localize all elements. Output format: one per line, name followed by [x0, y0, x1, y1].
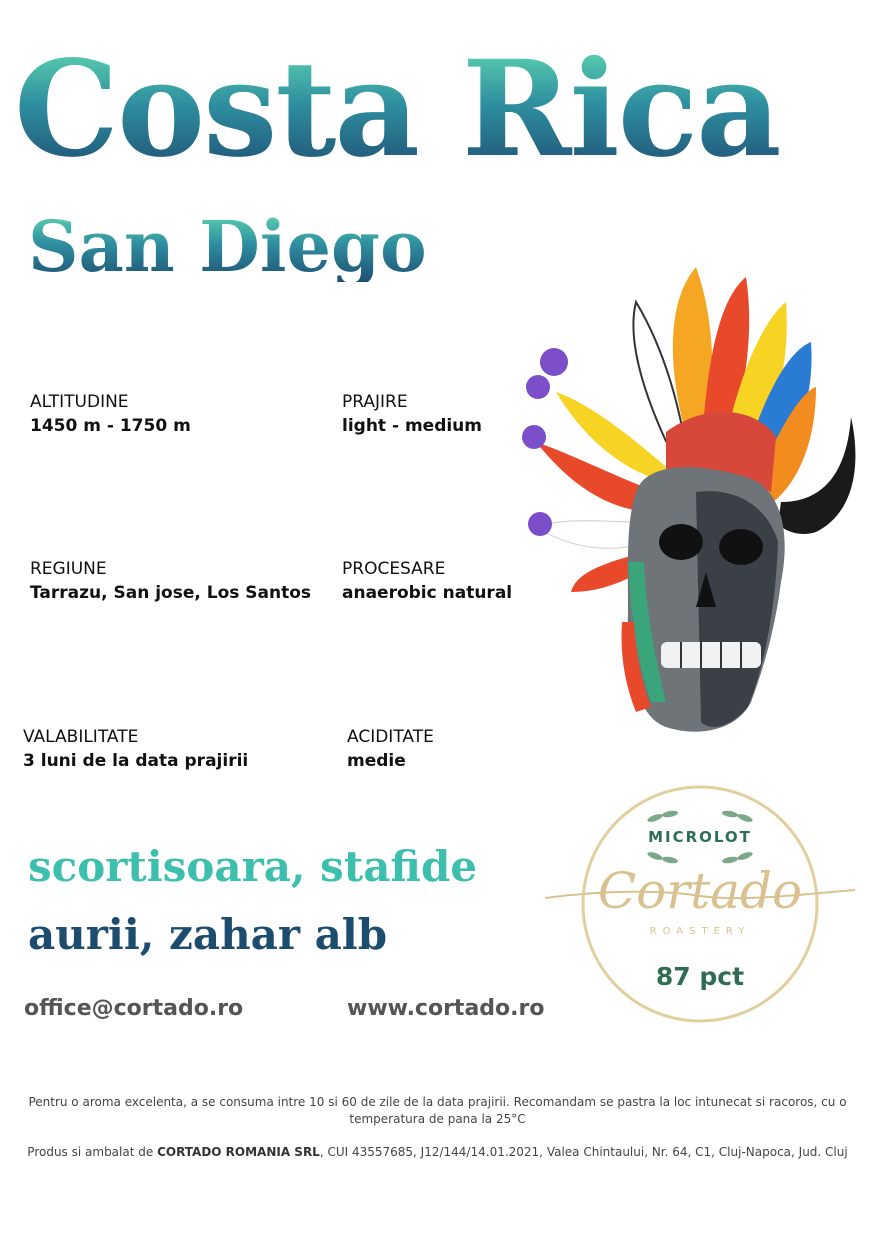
- spec-label: ALTITUDINE: [30, 392, 129, 412]
- spec-label: PRAJIRE: [342, 392, 408, 412]
- tasting-notes-line1: scortisoara, stafide: [28, 842, 478, 891]
- spec-aciditate: [347, 727, 434, 771]
- spec-value: 3 luni de la data prajirii: [23, 751, 249, 771]
- tasting-notes-line2: aurii, zahar alb: [28, 910, 388, 959]
- skull: [622, 467, 785, 732]
- producer-details: , CUI 43557685, J12/144/14.01.2021, Valea Chintaului, Nr. 64, C1, Cluj-Napoca, Jud. Cluj: [319, 1145, 848, 1159]
- badge-microlot: MICROLOT: [648, 828, 752, 846]
- spec-label: REGIUNE: [30, 559, 107, 579]
- product-subtitle: San Diego: [28, 205, 427, 288]
- mask-illustration: [516, 262, 866, 740]
- spec-value: anaerobic natural: [342, 583, 513, 603]
- storage-note: Pentru o aroma excelenta, a se consuma intre 10 si 60 de zile de la data prajirii. Recomandam se pastra la loc intunecat si racoros, cu o temperatura de pana la 25°C: [28, 1095, 847, 1126]
- contact-website[interactable]: www.cortado.ro: [347, 996, 545, 1021]
- producer-name: CORTADO ROMANIA SRL: [157, 1145, 320, 1159]
- spec-value: 1450 m - 1750 m: [30, 416, 191, 436]
- spec-label: PROCESARE: [342, 559, 446, 579]
- badge-score: 87 pct: [655, 962, 745, 991]
- badge-roastery: ROASTERY: [649, 926, 751, 937]
- spec-regiune: [30, 559, 311, 603]
- producer-info: [0, 1144, 875, 1161]
- spec-value: medie: [347, 751, 406, 771]
- spec-altitudine: [30, 392, 191, 436]
- microlot-badge: [545, 778, 855, 1030]
- producer-prefix: Produs si ambalat de: [27, 1145, 158, 1159]
- contact-email[interactable]: office@cortado.ro: [24, 996, 244, 1021]
- badge-brand: Cortado: [597, 862, 803, 920]
- spec-label: ACIDITATE: [347, 727, 434, 747]
- spec-procesare: [342, 559, 512, 603]
- spec-value: Tarrazu, San jose, Los Santos: [30, 583, 312, 603]
- spec-prajire: [342, 392, 482, 436]
- product-title: Costa Rica: [14, 32, 780, 187]
- spec-value: light - medium: [342, 416, 483, 436]
- spec-valabilitate: [23, 727, 248, 771]
- spec-label: VALABILITATE: [23, 727, 139, 747]
